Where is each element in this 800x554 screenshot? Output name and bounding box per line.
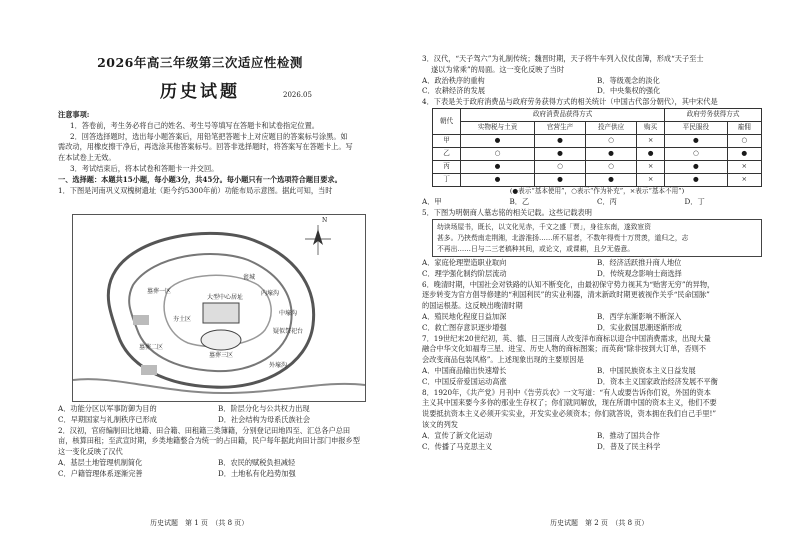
table-note: (●表示“基本使用”，○表示“作为补充”，×表示“基本不用”) (509, 186, 685, 195)
table-cell: ● (727, 147, 761, 160)
table-cell: ● (665, 173, 727, 186)
table-cell: ● (586, 173, 637, 186)
table-col-service: 平民服役 (665, 121, 727, 134)
q7-option-c: C．中国反帝爱国运动高涨 (422, 376, 507, 386)
map-label-inner: 内壕沟 (261, 290, 280, 297)
table-cell: ● (535, 134, 586, 147)
q6-line2: 逐步转变为官方倡导修建的“利国利民”的实业利器，清末新政时期更被视作关乎“民命国脉” (422, 290, 710, 300)
q2-line3: 这一变化反映了汉代 (58, 447, 123, 457)
q8-option-d: D．普及了民主科学 (597, 441, 661, 451)
q2-option-a: A．基层土地管理机制简化 (58, 457, 143, 467)
table-header-labor: 政府劳务获得方式 (665, 108, 762, 121)
q7-option-d: D．资本主义国家政治经济发展不平衡 (597, 376, 718, 386)
table-header-dynasty: 朝代 (433, 108, 461, 134)
table-col-supply: 投产供应 (586, 121, 637, 134)
q4-option-a: A．甲 (422, 196, 442, 206)
row-name: 甲 (433, 134, 461, 147)
q8-option-a: A．宣传了新文化运动 (422, 430, 492, 440)
note-2c: 在本试卷上无效。 (58, 153, 116, 163)
q7-line3: 会改变商品包装风格”。上述现象出现的主要原因是 (422, 355, 584, 365)
q1-stem: 1．下图是河南巩义双槐树遗址（距今约5300年前）功能布局示意图。据此可知，当时 (58, 185, 333, 195)
table-cell: × (727, 160, 761, 173)
table-cell: ● (586, 147, 637, 160)
row-name: 乙 (433, 147, 461, 160)
q2-option-b: B．农民的赋税负担减轻 (218, 457, 296, 467)
q8-line2: 主义其中国来要今多你的那业生存权了；你们就同解放，现在所谓中国的资本主义，他们不要 (422, 398, 717, 408)
right-column (422, 54, 772, 452)
left-footer: 历史试题 第 1 页 （共 8 页） (150, 519, 249, 527)
epitaph-line-1: 幼读场屋书，既长，以文化见赤，千文之盛「贾」，身往东南，遂致宦资 (437, 223, 652, 232)
site-map-graphic (73, 215, 365, 401)
epitaph-line-2: 甚多。乃挟赀南走荆湘，北游淮扬……所不屈者，不数年得赀十万贯羡，道归之，志 (437, 234, 689, 242)
exam-title: 2026年高三年级第三次适应性检测 (97, 55, 303, 70)
table-col-tax: 实物税与土贡 (461, 121, 535, 134)
note-2b: 需改动，用橡皮擦干净后，再选涂其他答案标号。回答非选择题时，将答案写在答题卡上。写 (58, 142, 353, 152)
q5-option-a: A．家庭伦理塑造职业取向 (422, 258, 507, 268)
table-cell: ● (665, 134, 727, 147)
table-row (433, 134, 762, 147)
q7-line1: 7．19世纪末20世纪初，英、德、日三国商人改变洋布商标以迎合中国消费需求，出现大量 (422, 333, 711, 343)
epitaph-line-3: 不再出……日与二三老稿种其间，或论文，或课耕，且夕无倦意。 (437, 244, 635, 253)
table-cell: ○ (586, 160, 637, 173)
q2-line2: 亩，核算田租；至武宣时期，乡类地籍整合为统一的占田籍，民户每年据此向田计部门申报乡型 (58, 436, 360, 446)
table-cell: ○ (535, 160, 586, 173)
q3-option-b: B．等级观念的淡化 (597, 75, 660, 85)
q2-option-d: D．土地私有化趋势加强 (218, 468, 296, 478)
q5-option-d: D．传统观念影响士商选择 (597, 268, 682, 278)
q4-option-d: D．丁 (684, 196, 705, 206)
q4-option-b: B．乙 (509, 196, 530, 206)
q6-option-b: B．西学东渐影响不断深入 (597, 312, 682, 322)
q8-line3: 说要抵抗资本主义必须开实实业，开发实业必须资本；你们就答说，资本拥在我们自己手里!” (422, 409, 717, 419)
q1-option-d: D．社会结构为母系氏族社会 (218, 414, 311, 424)
q3-line1: 3．汉代，“天子驾六”为礼制传统；魏晋时期，天子将牛车列入仪仗卤簿，形成“天子至士 (422, 54, 704, 63)
table-cell: ○ (727, 134, 761, 147)
site-map (72, 214, 366, 402)
q1-options (58, 404, 378, 480)
right-page (400, 0, 800, 554)
map-label-altar: 疑似祭祀台 (273, 328, 304, 335)
q7-line2: 融合中华文化如福寿三星、进宝、历史人物的商标图案；而英商“除非按到大订单，否则不 (422, 344, 706, 354)
section-heading: 一、选择题：本题共15小题，每小题3分，共45分。每小题只有一个选项符合题目要求。 (58, 174, 342, 184)
table-cell: ● (535, 173, 586, 186)
q6-option-c: C．救亡图存意识逐步增强 (422, 322, 507, 332)
q6-line1: 6．晚清时期，中国社会对铁路的认知不断变化，由最初保守势力视其为“贻害无穷”的异物， (422, 279, 715, 289)
map-label-zone3: 墓葬三区 (209, 352, 234, 359)
q8-line4: 该文的列发 (422, 420, 458, 430)
table-col-purchase: 购买 (637, 121, 665, 134)
table-cell: × (727, 173, 761, 186)
exam-date: 2026.05 (283, 91, 312, 99)
q6-option-a: A．殖民地化程度日益加深 (422, 312, 507, 322)
q1-option-a: A．功能分区以军事防御为目的 (58, 404, 157, 413)
q3-line2: 遂以为常乘”的局面。这一变化反映了当时 (431, 64, 565, 74)
q7-option-b: B．中国民族资本主义日益发展 (597, 366, 696, 376)
q6-option-d: D．实业救国思潮逐渐形成 (597, 322, 682, 332)
table-col-official: 官营生产 (535, 121, 586, 134)
notes-section (58, 110, 378, 196)
map-label-mid: 中壕沟 (279, 310, 298, 317)
table-row (433, 173, 762, 186)
q5-option-b: B．经济活跃推升商人地位 (597, 258, 682, 268)
q4-stem: 4．下表是关于政府消费品与政府劳务获得方式的相关统计（中国古代部分朝代），其中宋代是 (422, 97, 718, 107)
q2-option-c: C．户籍管理体系逐渐完善 (58, 468, 143, 478)
note-1: 1．答卷前，考生务必将自己的姓名、考生号等填写在答题卡和试卷指定位置。 (70, 120, 319, 130)
table-cell: ● (461, 160, 535, 173)
q8-option-c: C．传播了马克思主义 (422, 441, 493, 451)
q3-option-d: D．中央集权的强化 (597, 86, 661, 96)
table-col-hire: 雇佣 (727, 121, 761, 134)
map-label-center: 大型中心居址 (207, 294, 244, 301)
map-label-zone1: 墓葬一区 (147, 288, 172, 295)
table-row (433, 147, 762, 160)
right-footer: 历史试题 第 2 页 （共 8 页） (550, 519, 649, 527)
table-cell: ○ (586, 134, 637, 147)
north-arrow-icon (305, 225, 331, 255)
q2-line1: 2．汉初，官府编制田比地籍、田合籍、田租籍三类簿籍，分别登记田地四至、汇总各户总田 (58, 425, 351, 435)
q3-option-a: A．政治秩序的重构 (422, 75, 485, 85)
q3-option-c: C．农耕经济的发展 (422, 86, 486, 96)
table-cell: × (637, 160, 665, 173)
q5-stem: 5．下图为明朝商人墓志铭的相关记载。这些记载表明 (422, 207, 592, 217)
table-cell: ● (665, 160, 727, 173)
row-name: 丁 (433, 173, 461, 186)
q1-option-b: B．阶层分化与公共权力出现 (218, 404, 310, 413)
dynasty-table (432, 108, 762, 187)
q7-option-a: A．中国商品输出快速增长 (422, 366, 507, 376)
q8-line1: 8．1920年，《共产党》月刊中《告劳兵农》一文写道：“有人或要告诉你们说，外国的资本 (422, 387, 711, 397)
table-cell: ● (637, 147, 665, 160)
note-2: 2．回答选择题时，选出每小题答案后，用铅笔把答题卡上对应题目的答案标号涂黑。如 (70, 131, 348, 141)
note-3: 3．考试结束后，将本试卷和答题卡一并交回。 (70, 163, 219, 173)
table-cell: × (637, 134, 665, 147)
map-label-zone2: 墓葬二区 (139, 344, 164, 351)
table-cell: ○ (665, 147, 727, 160)
notes-heading: 注意事项: (58, 110, 90, 119)
q8-option-b: B．推动了国共合作 (597, 430, 660, 440)
table-cell: ● (461, 134, 535, 147)
subject-title: 历史试题 (160, 82, 240, 102)
table-cell: × (637, 173, 665, 186)
epitaph-box (432, 219, 762, 257)
table-cell: ● (535, 147, 586, 160)
table-header-goods: 政府消费品获得方式 (461, 108, 665, 121)
map-north-label: N (322, 217, 328, 224)
table-row (433, 160, 762, 173)
map-label-rammed: 夯土区 (173, 316, 192, 323)
map-label-outer: 外壕沟 (269, 362, 288, 369)
q5-option-c: C．理学强化制约阶层流动 (422, 268, 507, 278)
q4-option-c: C．丙 (597, 196, 617, 206)
row-name: 丙 (433, 160, 461, 173)
map-label-gate: 瓮城 (243, 274, 256, 281)
q6-line3: 的国运根基。这反映出晚清时期 (422, 301, 523, 311)
table-cell: ○ (461, 147, 535, 160)
q1-option-c: C．早期国家与礼制秩序已形成 (58, 414, 157, 424)
table-cell: ● (461, 173, 535, 186)
